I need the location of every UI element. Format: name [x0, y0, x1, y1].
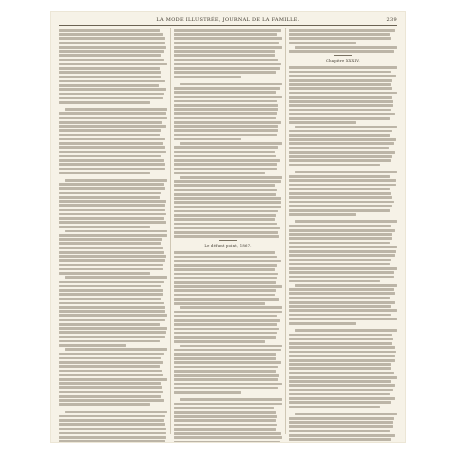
- journal-title: LA MODE ILLUSTRÉE, JOURNAL DE LA FAMILLE.: [156, 17, 300, 23]
- text-line: [59, 183, 164, 186]
- text-line: [174, 193, 276, 196]
- text-line: [289, 342, 392, 345]
- text-line: [174, 180, 281, 183]
- text-line: [174, 289, 276, 292]
- text-line: [65, 348, 167, 351]
- text-line: [174, 315, 277, 318]
- text-line: [174, 76, 241, 79]
- text-line: [59, 129, 161, 132]
- text-line: [59, 259, 165, 262]
- text-line: [174, 201, 281, 204]
- text-line: [174, 112, 277, 115]
- text-line: [289, 104, 393, 107]
- text-line: [59, 285, 161, 288]
- text-line: [289, 305, 391, 308]
- text-line: [59, 204, 165, 207]
- text-line: [289, 159, 391, 162]
- text-line: [174, 391, 241, 394]
- text-line: [59, 84, 159, 87]
- text-line: [59, 200, 166, 203]
- text-line: [174, 159, 280, 162]
- text-line: [295, 126, 397, 129]
- text-line: [289, 179, 396, 182]
- text-line: [174, 374, 279, 377]
- text-line: [59, 319, 165, 322]
- text-line: [59, 80, 165, 83]
- text-line: [59, 272, 150, 275]
- text-line: [59, 192, 161, 195]
- text-line: [295, 413, 397, 416]
- text-line: [59, 353, 164, 356]
- text-line: [289, 384, 395, 387]
- text-column-1: [59, 29, 167, 434]
- text-line: [59, 423, 165, 426]
- text-line: [59, 142, 163, 145]
- text-line: [289, 372, 394, 375]
- text-line: [174, 277, 277, 280]
- text-line: [289, 430, 390, 433]
- text-line: [59, 112, 166, 115]
- text-line: [59, 428, 166, 431]
- section-heading: Le défunt point, 1867.: [204, 242, 252, 248]
- text-line: [289, 363, 391, 366]
- text-line: [174, 67, 280, 70]
- text-line: [289, 79, 392, 82]
- text-line: [289, 314, 391, 317]
- text-line: [174, 125, 278, 128]
- text-line: [59, 331, 166, 334]
- text-line: [289, 33, 390, 36]
- text-line: [59, 391, 163, 394]
- text-line: [174, 424, 277, 427]
- text-line: [289, 205, 392, 208]
- text-line: [289, 397, 395, 400]
- text-line: [289, 338, 393, 341]
- text-line: [59, 67, 160, 70]
- text-line: [174, 206, 281, 209]
- text-line: [59, 302, 164, 305]
- text-line: [289, 263, 390, 266]
- text-line: [174, 214, 276, 217]
- text-line: [59, 310, 165, 313]
- text-line: [59, 399, 164, 402]
- text-line: [174, 54, 275, 57]
- text-line: [59, 33, 163, 36]
- header-rule: [59, 25, 397, 26]
- text-line: [289, 213, 356, 216]
- text-line: [174, 100, 277, 103]
- text-line: [59, 209, 165, 212]
- text-line: [289, 209, 390, 212]
- text-line: [59, 374, 163, 377]
- text-line: [289, 389, 393, 392]
- text-line: [174, 436, 282, 439]
- text-column-2: [174, 29, 282, 434]
- text-line: [289, 188, 390, 191]
- text-line: [174, 96, 282, 99]
- text-line: [174, 223, 277, 226]
- text-line: [289, 322, 356, 325]
- text-line: [289, 66, 397, 69]
- text-line: [289, 367, 391, 370]
- text-line: [59, 196, 160, 199]
- text-line: [59, 242, 161, 245]
- text-line: [289, 175, 390, 178]
- text-line: [174, 415, 277, 418]
- text-line: [59, 146, 165, 149]
- text-line: [59, 187, 165, 190]
- text-line: [289, 237, 392, 240]
- text-line: [289, 438, 391, 441]
- text-line: [289, 267, 397, 270]
- text-line: [289, 355, 395, 358]
- text-line: [174, 273, 278, 276]
- text-line: [174, 155, 276, 158]
- text-line: [289, 280, 380, 283]
- text-line: [289, 42, 356, 45]
- text-line: [59, 298, 161, 301]
- text-line: [59, 314, 167, 317]
- text-line: [295, 171, 397, 174]
- text-line: [59, 365, 160, 368]
- text-line: [180, 398, 282, 401]
- text-line: [59, 357, 161, 360]
- text-line: [59, 436, 166, 439]
- text-line: [289, 351, 396, 354]
- text-line: [174, 59, 278, 62]
- text-line: [59, 46, 166, 49]
- text-line: [59, 155, 161, 158]
- text-line: [59, 255, 166, 258]
- column-divider: [285, 28, 286, 434]
- text-line: [289, 71, 391, 74]
- text-line: [59, 97, 163, 100]
- section-heading: Chapitre XXXIV.: [326, 57, 360, 63]
- text-line: [289, 380, 391, 383]
- text-line: [174, 349, 281, 352]
- text-line: [59, 134, 160, 137]
- text-line: [289, 134, 390, 137]
- text-line: [174, 129, 278, 132]
- text-line: [59, 432, 166, 435]
- text-line: [59, 50, 164, 53]
- text-line: [289, 50, 394, 53]
- text-line: [59, 378, 167, 381]
- text-line: [59, 217, 164, 220]
- text-line: [289, 246, 397, 249]
- text-line: [174, 361, 281, 364]
- text-line: [289, 359, 395, 362]
- text-line: [289, 259, 391, 262]
- text-line: [59, 238, 162, 241]
- text-line: [289, 100, 393, 103]
- text-line: [59, 370, 162, 373]
- text-line: [174, 197, 281, 200]
- text-line: [59, 268, 163, 271]
- text-line: [59, 395, 161, 398]
- text-line: [59, 403, 150, 406]
- text-line: [174, 29, 281, 32]
- text-line: [289, 164, 380, 167]
- text-line: [289, 334, 392, 337]
- text-line: [289, 37, 391, 40]
- text-line: [59, 93, 164, 96]
- text-line: [174, 294, 275, 297]
- text-line: [289, 254, 395, 257]
- text-line: [289, 288, 394, 291]
- text-line: [59, 340, 160, 343]
- text-line: [174, 91, 276, 94]
- text-line: [59, 76, 161, 79]
- text-line: [174, 37, 282, 40]
- text-line: [59, 151, 166, 154]
- text-line: [174, 332, 277, 335]
- text-line: [289, 196, 392, 199]
- text-line: [289, 130, 392, 133]
- text-line: [289, 96, 392, 99]
- text-line: [289, 250, 396, 253]
- text-line: [174, 146, 278, 149]
- text-line: [289, 434, 395, 437]
- text-line: [174, 50, 275, 53]
- text-line: [174, 323, 277, 326]
- text-line: [59, 59, 164, 62]
- text-line: [174, 370, 276, 373]
- section-ornament: [219, 240, 237, 241]
- text-line: [59, 168, 165, 171]
- text-line: [59, 289, 163, 292]
- text-column-3: [289, 29, 397, 434]
- text-line: [59, 247, 163, 250]
- text-line: [289, 233, 392, 236]
- text-line: [180, 142, 282, 145]
- text-line: [289, 425, 393, 428]
- text-line: [174, 227, 280, 230]
- text-line: [289, 301, 395, 304]
- text-line: [59, 336, 165, 339]
- text-line: [180, 345, 282, 348]
- text-line: [59, 344, 126, 347]
- text-line: [174, 357, 276, 360]
- text-line: [174, 33, 277, 36]
- text-line: [174, 163, 277, 166]
- text-line: [174, 366, 278, 369]
- text-line: [59, 419, 164, 422]
- text-line: [289, 376, 397, 379]
- text-line: [59, 251, 164, 254]
- text-line: [289, 184, 396, 187]
- text-line: [174, 387, 278, 390]
- text-line: [174, 260, 281, 263]
- text-line: [289, 292, 395, 295]
- text-line: [174, 311, 282, 314]
- text-line: [174, 117, 276, 120]
- text-line: [174, 353, 276, 356]
- text-line: [59, 172, 150, 175]
- text-line: [59, 88, 166, 91]
- text-line: [174, 285, 282, 288]
- text-line: [59, 71, 161, 74]
- text-line: [295, 329, 397, 332]
- text-line: [174, 256, 277, 259]
- text-line: [174, 432, 281, 435]
- text-line: [174, 184, 275, 187]
- text-line: [289, 117, 390, 120]
- text-line: [289, 75, 396, 78]
- text-line: [59, 361, 163, 364]
- text-line: [59, 63, 167, 66]
- text-line: [174, 419, 276, 422]
- text-line: [174, 251, 275, 254]
- text-line: [289, 393, 390, 396]
- text-line: [174, 403, 282, 406]
- text-line: [174, 328, 279, 331]
- text-line: [180, 83, 282, 86]
- text-line: [174, 151, 275, 154]
- running-head: [51, 16, 405, 25]
- text-line: [65, 108, 167, 111]
- text-line: [59, 121, 162, 124]
- text-line: [174, 231, 278, 234]
- text-line: [59, 234, 167, 237]
- text-line: [59, 323, 160, 326]
- text-line: [65, 230, 167, 233]
- text-line: [174, 121, 281, 124]
- text-line: [289, 83, 391, 86]
- text-line: [174, 441, 280, 442]
- text-line: [289, 87, 392, 90]
- text-line: [59, 382, 161, 385]
- text-line: [174, 71, 276, 74]
- text-line: [174, 138, 241, 141]
- text-line: [289, 142, 394, 145]
- text-line: [289, 318, 397, 321]
- text-line: [65, 276, 167, 279]
- text-line: [59, 163, 165, 166]
- text-line: [289, 92, 397, 95]
- text-line: [174, 218, 275, 221]
- text-line: [289, 192, 391, 195]
- text-line: [174, 298, 279, 301]
- text-line: [289, 346, 395, 349]
- text-line: [174, 264, 277, 267]
- text-line: [59, 264, 163, 267]
- text-line: [174, 104, 278, 107]
- text-line: [174, 46, 282, 49]
- column-divider: [170, 28, 171, 434]
- text-line: [289, 421, 393, 424]
- text-line: [174, 87, 280, 90]
- text-line: [59, 415, 165, 418]
- text-line: [289, 201, 394, 204]
- text-line: [174, 411, 276, 414]
- section-ornament: [334, 55, 352, 56]
- text-line: [59, 306, 165, 309]
- text-line: [289, 417, 394, 420]
- text-line: [174, 172, 265, 175]
- text-line: [174, 281, 276, 284]
- text-line: [174, 235, 279, 238]
- text-line: [174, 134, 277, 137]
- text-line: [59, 117, 167, 120]
- text-line: [59, 221, 166, 224]
- text-line: [174, 108, 278, 111]
- text-line: [295, 220, 397, 223]
- text-line: [174, 378, 278, 381]
- document-page: [51, 12, 405, 442]
- text-line: [289, 242, 390, 245]
- text-line: [59, 281, 164, 284]
- text-line: [174, 336, 276, 339]
- text-line: [289, 297, 390, 300]
- text-line: [289, 29, 395, 32]
- text-line: [59, 159, 164, 162]
- text-line: [174, 319, 280, 322]
- text-line: [289, 109, 391, 112]
- text-line: [289, 121, 356, 124]
- text-line: [289, 401, 391, 404]
- text-line: [174, 268, 275, 271]
- text-line: [59, 29, 160, 32]
- text-line: [289, 229, 395, 232]
- text-line: [59, 125, 166, 128]
- text-line: [180, 306, 282, 309]
- text-line: [59, 42, 165, 45]
- text-line: [289, 271, 394, 274]
- text-line: [289, 138, 396, 141]
- text-line: [295, 284, 397, 287]
- text-line: [65, 411, 167, 414]
- text-line: [289, 155, 392, 158]
- text-line: [289, 406, 380, 409]
- text-line: [59, 37, 165, 40]
- text-line: [174, 168, 277, 171]
- text-line: [289, 151, 395, 154]
- text-line: [59, 386, 162, 389]
- text-line: [59, 213, 166, 216]
- text-line: [174, 302, 265, 305]
- text-line: [65, 179, 167, 182]
- text-line: [59, 138, 165, 141]
- text-line: [289, 113, 395, 116]
- text-line: [174, 42, 279, 45]
- text-line: [180, 176, 282, 179]
- text-line: [289, 276, 394, 279]
- text-line: [174, 63, 281, 66]
- text-line: [174, 340, 265, 343]
- text-line: [59, 293, 163, 296]
- text-line: [59, 101, 150, 104]
- text-line: [174, 210, 278, 213]
- page-number: 239: [386, 17, 397, 23]
- text-line: [59, 440, 165, 442]
- text-line: [289, 225, 391, 228]
- text-line: [174, 189, 277, 192]
- text-line: [289, 147, 389, 150]
- text-line: [174, 407, 274, 410]
- text-line: [59, 327, 167, 330]
- text-line: [295, 46, 397, 49]
- text-line: [289, 309, 397, 312]
- text-line: [59, 226, 150, 229]
- text-line: [174, 383, 282, 386]
- text-line: [59, 54, 161, 57]
- text-line: [174, 428, 276, 431]
